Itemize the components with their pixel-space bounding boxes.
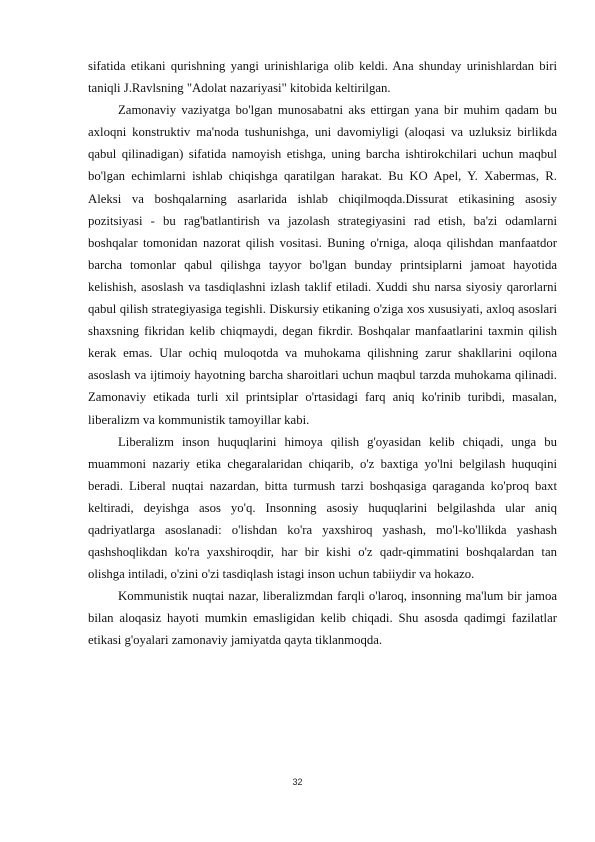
paragraph-communitarianism: Kommunistik nuqtai nazar, liberalizmdan farqli o'laroq, insonning ma'lum bir jamoa bilan aloqasiz hayoti mumkin emasligidan kelib chiqadi. Shu asosda qadimgi fazilatlar etikasi g'oyalari zamonaviy jamiyatda qayta tiklanmoqda. bbox=[88, 589, 557, 648]
page-number: 32 bbox=[292, 777, 303, 787]
document-body bbox=[88, 55, 557, 652]
paragraph-continuation: sifatida etikani qurishning yangi urinishlariga olib keldi. Ana shunday urinishlardan biri taniqli J.Ravlsning "Adolat nazariyasi" kitobida keltirilgan. bbox=[88, 59, 557, 96]
paragraph-discourse-ethics: Zamonaviy vaziyatga bo'lgan munosabatni aks ettirgan yana bir muhim qadam bu axloqni konstruktiv ma'noda tushunishga, uni davomiyligi (aloqasi va uzluksiz birlikda qabul qilinadigan) sifatida namoyish etishga, uning barcha ishtirokchilari uchun maqbul bo'lgan echimlarni ishlab chiqishga qaratilgan harakat. Bu KO Apel, Y. Xabermas, R. Aleksi va boshqalarning asarlarida ishlab chiqilmoqda.Dissurat etikasining asosiy pozitsiyasi - bu rag'batlantirish va jazolash strategiyasini rad etish, ba'zi odamlarni boshqalar tomonidan nazorat qilish vositasi. Buning o'rniga, aloqa qilishdan manfaatdor barcha tomonlar qabul qilishga tayyor bo'lgan bunday printsiplarni jamoat hayotida kelishish, asoslash va tasdiqlashni izlash taklif etiladi. Xuddi shu narsa siyosiy qarorlarni qabul qilish strategiyasiga tegishli. Diskursiy etikaning o'ziga xos xususiyati, axloq asoslari shaxsning fikridan kelib chiqmaydi, degan fikrdir. Boshqalar manfaatlarini taxmin qilish kerak emas. Ular ochiq muloqotda va muhokama qilishning zarur shakllarini oqilona asoslash va ijtimoiy hayotning barcha sharoitlari uchun maqbul tarzda muhokama qilinadi. Zamonaviy etikada turli xil printsiplar o'rtasidagi farq aniq ko'rinib turibdi, masalan, liberalizm va kommunistik tamoyillar kabi. bbox=[88, 103, 557, 427]
paragraph-liberalism: Liberalizm inson huquqlarini himoya qilish g'oyasidan kelib chiqadi, unga bu muammoni nazariy etika chegaralaridan chiqarib, o'z baxtiga yo'lni belgilash huquqini beradi. Liberal nuqtai nazardan, bitta turmush tarzi boshqasiga qaraganda ko'proq baxt keltiradi, deyishga asos yo'q. Insonning asosiy huquqlarini belgilashda ular aniq qadriyatlarga asoslanadi: o'lishdan ko'ra yaxshiroq yashash, mo'l-ko'llikda yashash qashshoqlikdan ko'ra yaxshiroqdir, har bir kishi o'z qadr-qimmatini boshqalardan tan olishga intiladi, o'zini o'zi tasdiqlash istagi inson uchun tabiiydir va hokazo. bbox=[88, 434, 557, 582]
